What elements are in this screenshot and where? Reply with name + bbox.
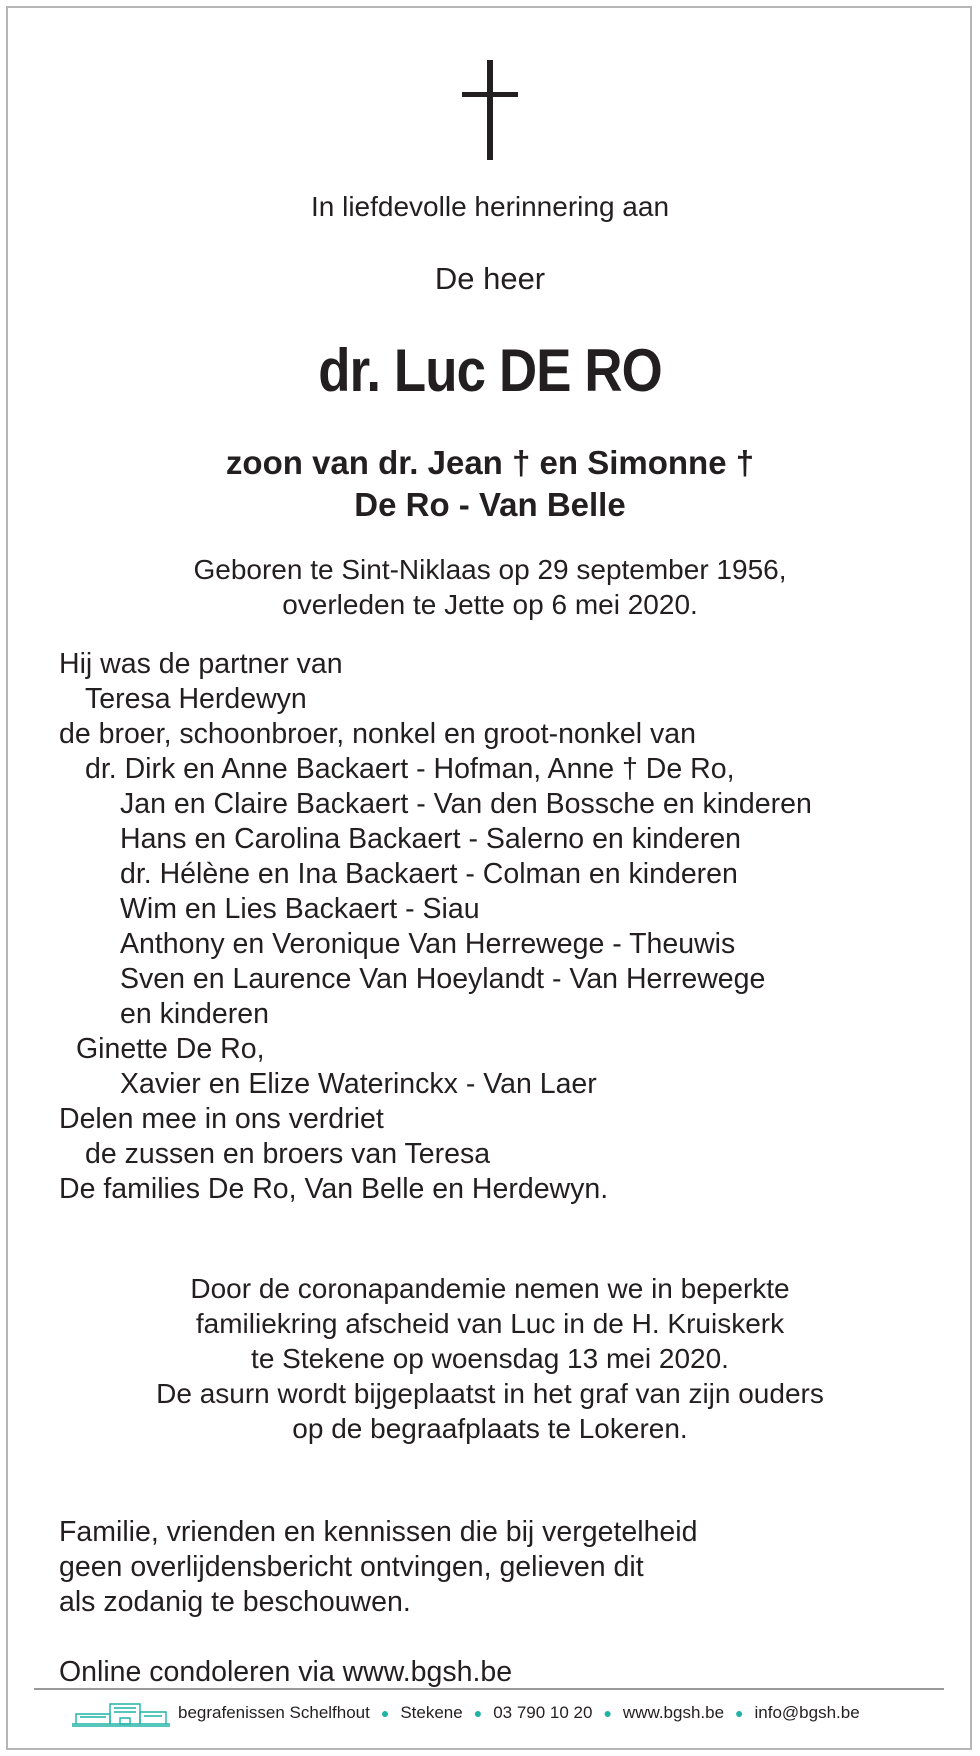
family-line: dr. Dirk en Anne Backaert - Hofman, Anne † De Ro, [85, 753, 735, 785]
family-line: Wim en Lies Backaert - Siau [120, 893, 480, 925]
footer [70, 1698, 860, 1728]
family-line: De families De Ro, Van Belle en Herdewyn. [59, 1173, 609, 1205]
footer-separator: ● [603, 1705, 612, 1721]
footer-divider [34, 1688, 944, 1690]
ceremony-line: Door de coronapandemie nemen we in beperkte [190, 1273, 790, 1304]
family-line: Hij was de partner van [59, 648, 343, 680]
intro-text: In liefdevolle herinnering aan [310, 191, 670, 222]
family-line: Sven en Laurence Van Hoeylandt - Van Herrewege [120, 963, 766, 995]
footer-email[interactable]: info@bgsh.be [754, 1703, 860, 1722]
family-line: Xavier en Elize Waterinckx - Van Laer [120, 1068, 597, 1100]
family-line: en kinderen [120, 998, 269, 1030]
parents-line-2: De Ro - Van Belle [354, 486, 626, 523]
parents-line-1: zoon van dr. Jean † en Simonne † [225, 444, 755, 481]
ceremony-line: te Stekene op woensdag 13 mei 2020. [251, 1343, 729, 1374]
birth-line-1: Geboren te Sint-Niklaas op 29 september 1956, [193, 554, 787, 585]
family-line: Hans en Carolina Backaert - Salerno en kinderen [120, 823, 742, 855]
footer-separator: ● [735, 1705, 744, 1721]
family-line: Ginette De Ro, [76, 1033, 265, 1065]
online-condolence: Online condoleren via www.bgsh.be [59, 1656, 513, 1688]
deceased-name-wrap [0, 336, 980, 406]
ceremony-line: op de begraafplaats te Lokeren. [292, 1413, 688, 1444]
notice-line: als zodanig te beschouwen. [59, 1586, 411, 1618]
footer-separator: ● [380, 1705, 390, 1721]
footer-town: Stekene [400, 1703, 463, 1722]
funeral-home-logo-icon [70, 1698, 172, 1728]
cross-icon [462, 60, 518, 160]
deceased-name: dr. Luc DE RO [318, 337, 662, 404]
family-line: Delen mee in ons verdriet [59, 1103, 384, 1135]
ceremony-line: familiekring afscheid van Luc in de H. Kruiskerk [195, 1308, 785, 1339]
ceremony-line: De asurn wordt bijgeplaatst in het graf van zijn ouders [156, 1378, 824, 1409]
notice-line: Familie, vrienden en kennissen die bij vergetelheid [59, 1516, 698, 1548]
family-line: Teresa Herdewyn [85, 683, 307, 715]
family-line: Anthony en Veronique Van Herrewege - Theuwis [120, 928, 736, 960]
family-line: dr. Hélène en Ina Backaert - Colman en kinderen [120, 858, 738, 890]
footer-website[interactable]: www.bgsh.be [622, 1703, 725, 1722]
birth-line-2: overleden te Jette op 6 mei 2020. [282, 589, 698, 620]
footer-phone: 03 790 10 20 [493, 1703, 593, 1722]
family-line: de zussen en broers van Teresa [85, 1138, 491, 1170]
family-line: de broer, schoonbroer, nonkel en groot-nonkel van [59, 718, 696, 750]
footer-separator: ● [473, 1705, 483, 1721]
family-line: Jan en Claire Backaert - Van den Bossche en kinderen [120, 788, 812, 820]
notice-line: geen overlijdensbericht ontvingen, gelieven dit [59, 1551, 644, 1583]
footer-company: begrafenissen Schelfhout [178, 1703, 370, 1722]
salutation: De heer [434, 261, 546, 296]
